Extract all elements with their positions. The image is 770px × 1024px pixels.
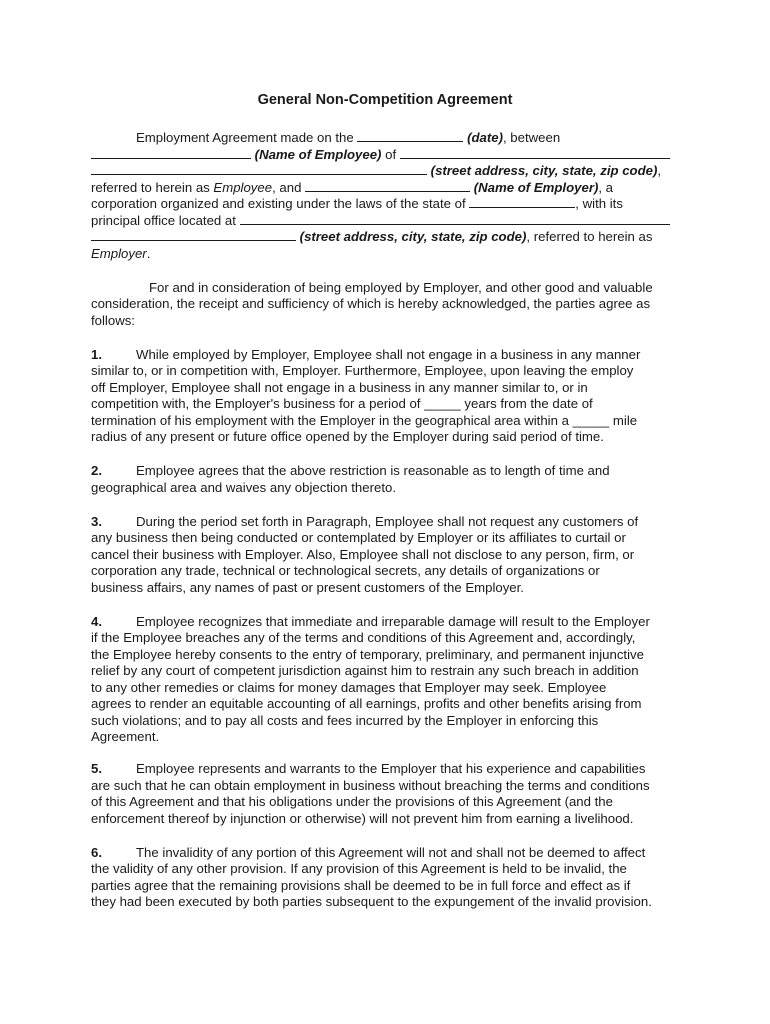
date-blank[interactable] [357, 129, 463, 142]
consideration-line: For and in consideration of being employed by Employer, and other good and valuable [149, 280, 653, 295]
intro-text: , [657, 163, 662, 178]
intro-text: , and [272, 180, 302, 195]
intro-text: . [146, 246, 151, 261]
employee-address-blank-2[interactable] [91, 162, 427, 175]
paragraph-number: 4. [91, 614, 102, 629]
intro-line-8 [91, 245, 681, 262]
paragraph-number: 5. [91, 761, 102, 776]
paragraph-text: While employed by Employer, Employee shall not engage in a business in any manner [136, 347, 641, 362]
intro-line-5 [91, 195, 681, 212]
employer-address-blank-1[interactable] [240, 212, 670, 225]
paragraph-line: corporation any trade, technical or technological secrets, any details of organizations or [91, 563, 600, 578]
paragraph-line: are such that he can obtain employment in business without breaching the terms and conditions [91, 778, 650, 793]
paragraph-number: 2. [91, 463, 102, 478]
paragraph-number: 1. [91, 347, 102, 362]
paragraph-line: parties agree that the remaining provisions shall be deemed to be in full force and effect as if [91, 878, 631, 893]
consideration-line: consideration, the receipt and sufficiency of which is hereby acknowledged, the parties agree as [91, 296, 651, 311]
paragraph-text: Employee recognizes that immediate and irreparable damage will result to the Employer [136, 614, 650, 629]
paragraph-2-first-line [91, 462, 681, 479]
employee-term: Employee [213, 180, 273, 195]
paragraph-line: Agreement. [91, 729, 160, 744]
paragraph-5-first-line [91, 760, 681, 777]
paragraph-text: Employee agrees that the above restriction is reasonable as to length of time and [136, 463, 610, 478]
paragraph-line: enforcement thereof by injunction or otherwise) will not prevent him from earning a livelihood. [91, 811, 634, 826]
paragraph-line: any business then being conducted or contemplated by Employer or its affiliates to curtail or [91, 530, 626, 545]
paragraph-line: relief by any court of competent jurisdiction against him to restrain any such breach in addition [91, 663, 639, 678]
intro-line-1 [91, 129, 681, 146]
employer-address-label: (street address, city, state, zip code) [299, 229, 527, 244]
intro-line-3 [91, 162, 681, 179]
state-blank[interactable] [469, 195, 575, 208]
paragraph-line: similar to, or in competition with, Employer. Furthermore, Employee, upon leaving the employ [91, 363, 634, 378]
intro-line-2 [91, 146, 681, 163]
paragraph-line: the validity of any other provision. If any provision of this Agreement is held to be invalid, the [91, 861, 627, 876]
employer-address-blank-2[interactable] [91, 228, 296, 241]
paragraph-line: of this Agreement and that his obligations under the provisions of this Agreement (and the [91, 794, 613, 809]
employee-name-label: (Name of Employee) [254, 147, 382, 162]
intro-text: , with its [575, 196, 623, 211]
paragraph-number: 6. [91, 845, 102, 860]
paragraph-line: such violations; and to pay all costs and fees incurred by the Employer in enforcing this [91, 713, 599, 728]
paragraph-text: During the period set forth in Paragraph, Employee shall not request any customers of [136, 514, 639, 529]
paragraph-1-first-line [91, 346, 681, 363]
paragraph-line: agrees to render an equitable accounting of all earnings, profits and other benefits arising from [91, 696, 642, 711]
paragraph-line: radius of any present or future office opened by the Employer during said period of time. [91, 429, 604, 444]
employer-name-blank[interactable] [305, 179, 470, 192]
paragraph-4-first-line [91, 613, 681, 630]
intro-text: referred to herein as [91, 180, 214, 195]
intro-text: Employment Agreement made on the [136, 130, 354, 145]
intro-text: of [385, 147, 397, 162]
paragraph-number: 3. [91, 514, 102, 529]
employer-term: Employer [91, 246, 147, 261]
intro-line-7 [91, 228, 681, 245]
employee-address-blank-1[interactable] [400, 146, 670, 159]
intro-text: , referred to herein as [526, 229, 653, 244]
intro-text: , between [502, 130, 561, 145]
paragraph-line: cancel their business with Employer. Also, Employee shall not disclose to any person, firm, or [91, 547, 635, 562]
paragraph-line: competition with, the Employer's business for a period of _____ years from the date of [91, 396, 593, 411]
intro-line-4 [91, 179, 681, 196]
paragraph-line: business affairs, any names of past or present customers of the Employer. [91, 580, 524, 595]
paragraph-6-first-line [91, 844, 681, 861]
paragraph-line: termination of his employment with the Employer in the geographical area within a _____ mile [91, 413, 638, 428]
intro-text: corporation organized and existing under the laws of the state of [91, 196, 466, 211]
employer-name-label: (Name of Employer) [473, 180, 599, 195]
date-label: (date) [467, 130, 503, 145]
intro-line-6 [91, 212, 681, 229]
intro-text: principal office located at [91, 213, 236, 228]
employee-address-label: (street address, city, state, zip code) [430, 163, 658, 178]
paragraph-line: the Employee hereby consents to the entry of temporary, preliminary, and permanent injunctive [91, 647, 644, 662]
document-title: General Non-Competition Agreement [257, 92, 513, 108]
paragraph-line: they had been executed by both parties subsequent to the expungement of the invalid provision. [91, 894, 652, 909]
paragraph-line: to any other remedies or claims for money damages that Employer may seek. Employee [91, 680, 607, 695]
consideration-line: follows: [91, 313, 135, 328]
paragraph-3-first-line [91, 513, 681, 530]
intro-text: , a [598, 180, 614, 195]
paragraph-line: geographical area and waives any objection thereto. [91, 480, 396, 495]
paragraph-line: off Employer, Employee shall not engage in a business in any manner similar to, or in [91, 380, 588, 395]
paragraph-text: The invalidity of any portion of this Agreement will not and shall not be deemed to affect [136, 845, 646, 860]
employee-name-blank[interactable] [91, 146, 251, 159]
paragraph-text: Employee represents and warrants to the Employer that his experience and capabilities [136, 761, 646, 776]
paragraph-line: if the Employee breaches any of the terms and conditions of this Agreement and, accordingly, [91, 630, 636, 645]
